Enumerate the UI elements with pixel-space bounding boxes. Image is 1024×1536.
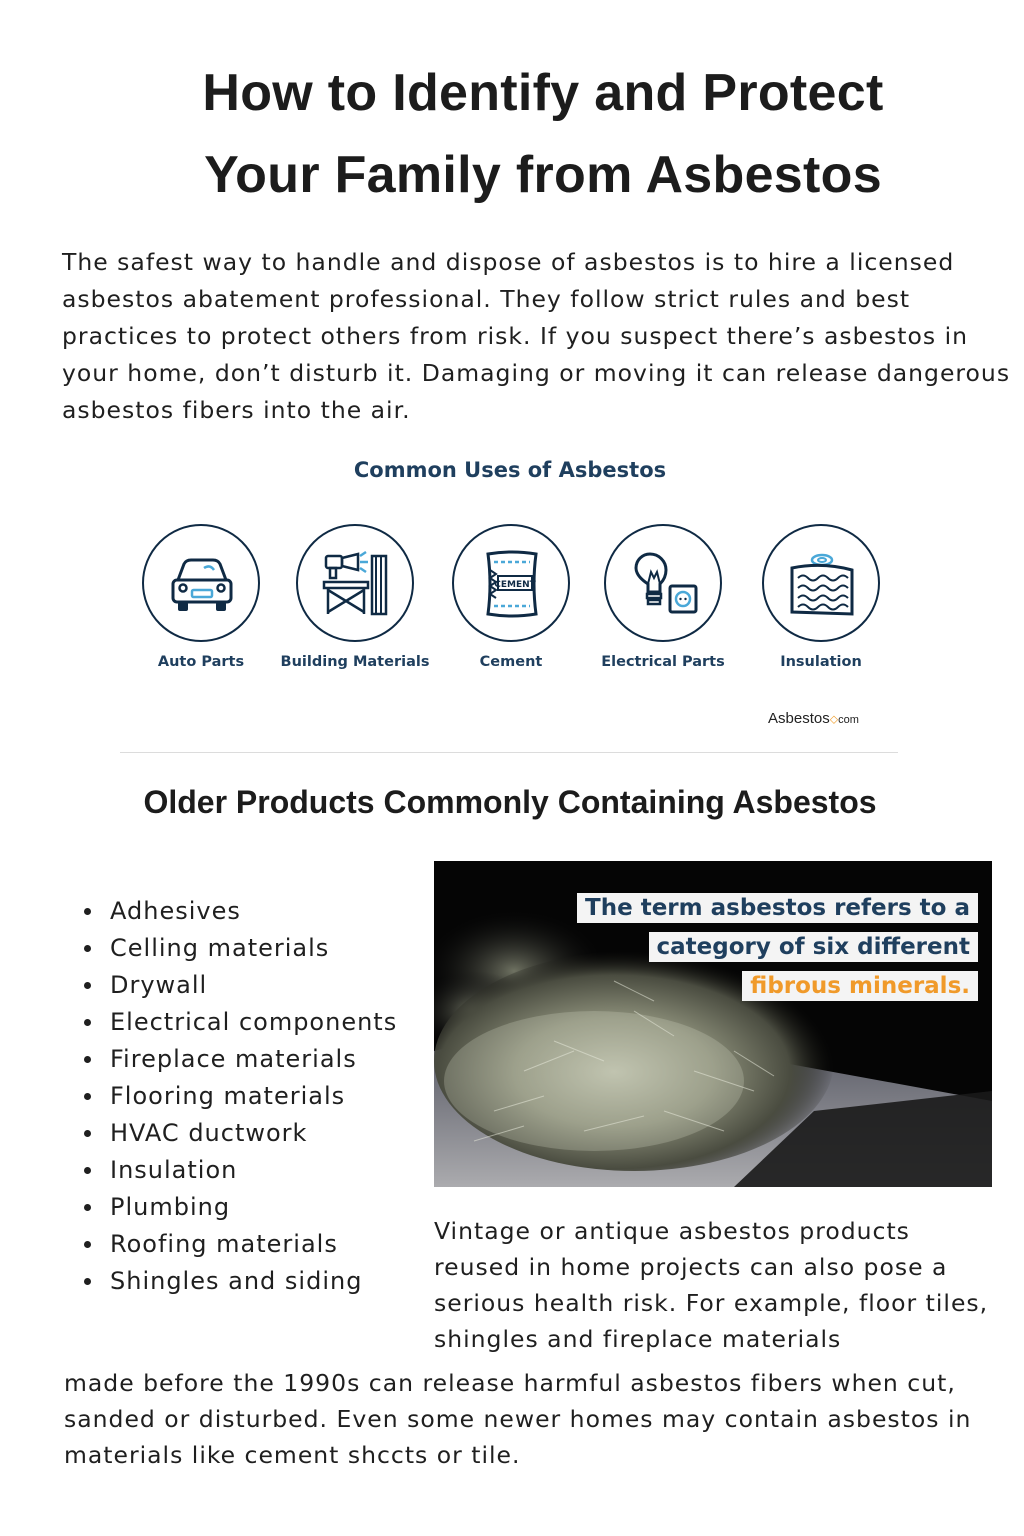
intro-paragraph: The safest way to handle and dispose of asbestos is to hire a licensed asbestos abatement professional. They follow strict rules and best practices to protect others from risk. If you suspect there’s asbestos in your home, don’t disturb it. Damaging or moving it can release dangerous asbestos fibers into the air. [62, 248, 1011, 424]
list-item: Drywall [82, 967, 397, 1004]
use-circle [142, 524, 260, 642]
brand-name: Asbestos [768, 710, 830, 727]
list-item: Adhesives [82, 893, 397, 930]
caption-line-2: category of six different [649, 932, 978, 962]
list-item: Insulation [82, 1152, 397, 1189]
insulation-roll-icon [784, 546, 860, 622]
title-line-2: Your Family from Asbestos [204, 146, 882, 204]
use-label: Insulation [780, 654, 862, 670]
page-title [0, 52, 1024, 216]
caption-line-3: fibrous minerals. [742, 971, 978, 1001]
section-divider [120, 752, 898, 753]
list-item: Celling materials [82, 930, 397, 967]
common-uses-title: Common Uses of Asbestos [353, 458, 667, 482]
list-item: Roofing materials [82, 1226, 397, 1263]
list-item: Fireplace materials [82, 1041, 397, 1078]
car-icon [164, 546, 240, 622]
caption-line-1: The term asbestos refers to a [577, 893, 978, 923]
list-item: Shingles and siding [82, 1263, 397, 1300]
continuation-paragraph: made before the 1990s can release harmful asbestos fibers when cut, sanded or disturbed. Even some newer homes may contain asbestos in materials like cement shccts or tile. [64, 1369, 972, 1469]
cement-bag-text: CEMENT [494, 580, 536, 590]
list-item: Electrical components [82, 1004, 397, 1041]
use-label: Cement [479, 654, 543, 670]
building-materials-icon [318, 546, 394, 622]
list-item: HVAC ductwork [82, 1115, 397, 1152]
use-label: Electrical Parts [601, 654, 725, 670]
products-title: Older Products Commonly Containing Asbestos [143, 784, 877, 820]
cement-bag-icon [474, 546, 550, 622]
brand-suffix: com [838, 714, 859, 726]
brand-dot-icon: ⬦ [829, 712, 839, 726]
use-circle [762, 524, 880, 642]
list-item: Plumbing [82, 1189, 397, 1226]
products-list [82, 893, 397, 1300]
asbestos-com-logo [768, 710, 859, 727]
title-line-1: How to Identify and Protect [202, 64, 884, 122]
asbestos-photo [434, 861, 992, 1187]
use-circle [296, 524, 414, 642]
common-uses-row [0, 522, 1024, 692]
use-circle [452, 524, 570, 642]
use-label: Auto Parts [157, 654, 245, 670]
use-label: Building Materials [280, 654, 430, 670]
vintage-paragraph: Vintage or antique asbestos products reused in home projects can also pose a serious health risk. For example, floor tiles, shingles and fireplace materials [434, 1217, 989, 1353]
lightbulb-outlet-icon [626, 546, 702, 622]
list-item: Flooring materials [82, 1078, 397, 1115]
use-circle [604, 524, 722, 642]
